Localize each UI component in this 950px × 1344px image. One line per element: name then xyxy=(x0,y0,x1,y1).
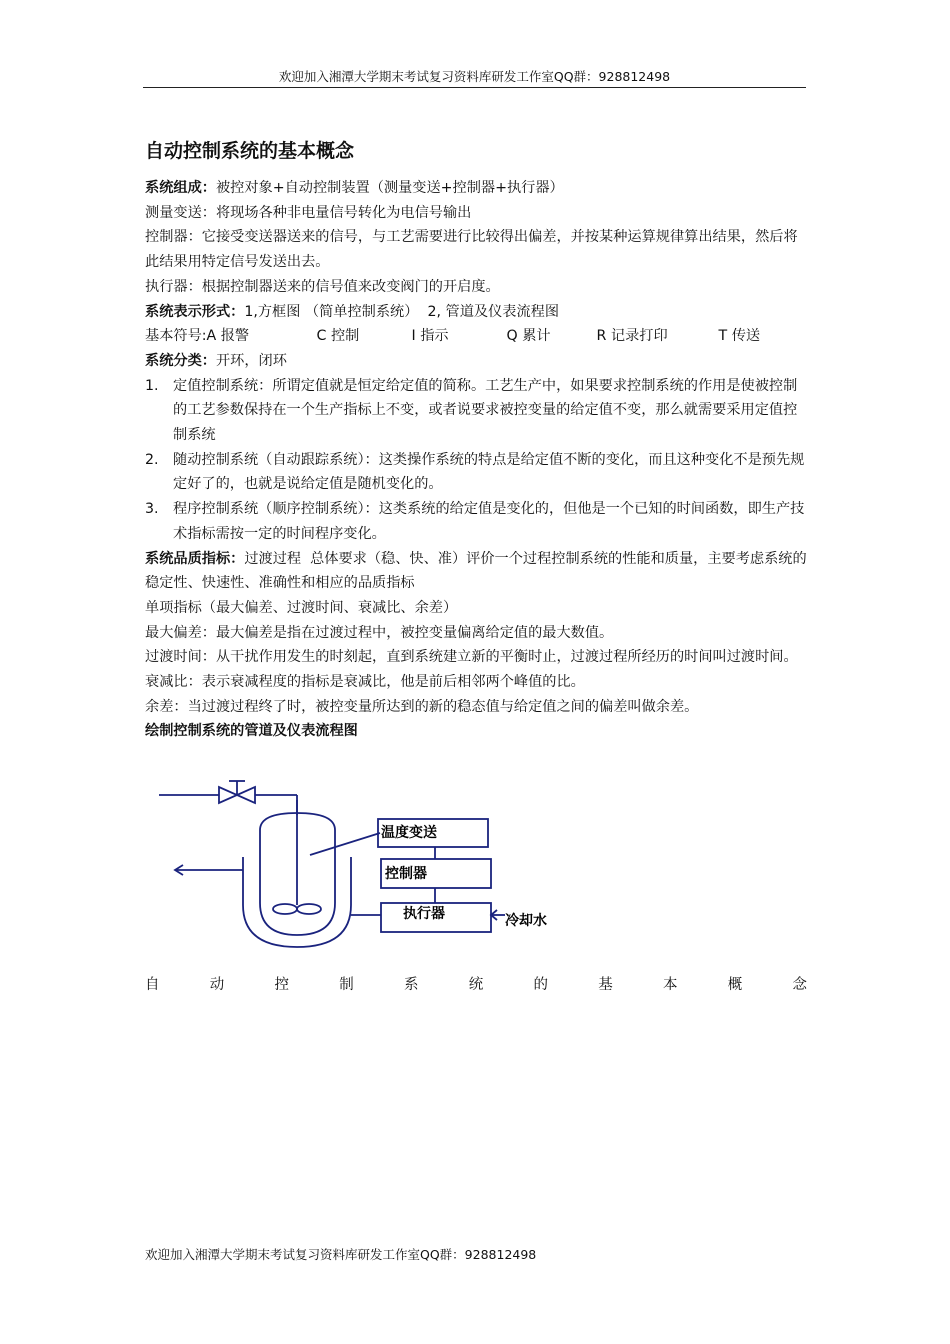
agitator-blade-left xyxy=(273,904,297,914)
page-footer: 欢迎加入湘潭大学期末考试复习资料库研发工作室QQ群：928812498 xyxy=(145,1247,537,1262)
box-controller-label: 控制器 xyxy=(385,866,427,882)
spread-title-line xyxy=(145,973,807,997)
spread-char: 制 xyxy=(339,977,354,993)
symbol-alarm: A 报警 xyxy=(206,328,250,345)
single-index-paragraph: 单项指标（最大偏差、过渡时间、衰减比、余差） xyxy=(145,599,458,616)
symbol-record: R 记录打印 xyxy=(596,328,668,345)
diagram-title: 绘制控制系统的管道及仪表流程图 xyxy=(145,723,358,740)
sensor-line xyxy=(310,833,380,855)
box-temperature-transmitter-label: 温度变送 xyxy=(381,825,437,841)
symbols-row xyxy=(145,324,809,349)
list-item xyxy=(145,448,809,497)
document-body xyxy=(145,176,809,744)
spread-char: 的 xyxy=(533,977,548,993)
symbol-indicate: I 指示 xyxy=(411,328,449,345)
list-text: 程序控制系统（顺序控制系统）：这类系统的给定值是变化的，但他是一个已知的时间函数，即生产技术指标需按一定的时间程序变化。 xyxy=(173,501,805,542)
valve-right-icon xyxy=(237,787,255,803)
decay-ratio-paragraph: 衰减比：表示衰减程度的指标是衰减比，他是前后相邻两个峰值的比。 xyxy=(145,674,585,691)
forms-text: 1,方框图 （简单控制系统） 2, 管道及仪表流程图 xyxy=(244,303,560,320)
list-item xyxy=(145,374,809,448)
diagram-lines xyxy=(159,781,505,947)
list-item xyxy=(145,497,809,546)
measure-paragraph: 测量变送：将现场各种非电量信号转化为电信号输出 xyxy=(145,204,472,221)
residual-paragraph: 余差：当过渡过程终了时，被控变量所达到的新的稳态值与给定值之间的偏差叫做余差。 xyxy=(145,698,699,715)
valve-left-icon xyxy=(219,787,237,803)
controller-paragraph: 控制器：它接受变送器送来的信号，与工艺需要进行比较得出偏差，并按某种运算规律算出结果，然后将此结果用特定信号发送出去。 xyxy=(145,229,798,271)
symbols-prefix: 基本符号: xyxy=(145,328,207,345)
max-deviation-paragraph: 最大偏差：最大偏差是指在过渡过程中，被控变量偏离给定值的最大数值。 xyxy=(145,624,614,641)
spread-char: 系 xyxy=(404,977,419,993)
quality-text: 过渡过程 总体要求（稳、快、准）评价一个过程控制系统的性能和质量，主要考虑系统的稳定性、快速性、准确性和相应的品质指标 xyxy=(145,550,807,592)
symbol-accumulate: Q 累计 xyxy=(506,328,551,345)
composition-text: 被控对象+自动控制装置（测量变送+控制器+执行器） xyxy=(215,180,564,196)
coolant-label: 冷却水 xyxy=(505,913,547,929)
composition-paragraph xyxy=(145,176,809,201)
spread-char: 动 xyxy=(209,977,225,993)
list-number: 1. xyxy=(145,377,159,394)
list-number: 2. xyxy=(145,451,159,468)
composition-label: 系统组成： xyxy=(145,180,216,196)
agitator-blade-right xyxy=(297,904,321,914)
classification-label: 系统分类： xyxy=(145,352,216,369)
spread-char: 念 xyxy=(792,977,807,993)
classification-text: 开环，闭环 xyxy=(215,352,287,369)
quality-label: 系统品质指标： xyxy=(145,550,245,567)
forms-paragraph xyxy=(145,300,809,325)
classification-paragraph xyxy=(145,349,809,374)
pid-diagram xyxy=(145,775,575,955)
transition-time-paragraph: 过渡时间：从干扰作用发生的时刻起，直到系统建立新的平衡时止，过渡过程所经历的时间叫过渡时间。 xyxy=(145,649,798,666)
symbol-transmit: T 传送 xyxy=(718,328,761,345)
box-actuator-label: 执行器 xyxy=(403,906,445,922)
spread-char: 本 xyxy=(663,977,678,993)
spread-char: 基 xyxy=(598,977,613,993)
page-title: 自动控制系统的基本概念 xyxy=(145,140,355,162)
forms-label: 系统表示形式： xyxy=(145,303,245,320)
list-number: 3. xyxy=(145,501,159,518)
page-header: 欢迎加入湘潭大学期末考试复习资料库研发工作室QQ群：928812498 xyxy=(143,66,806,88)
symbol-control: C 控制 xyxy=(316,328,360,345)
actuator-paragraph: 执行器：根据控制器送来的信号值来改变阀门的开启度。 xyxy=(145,278,500,295)
quality-paragraph xyxy=(145,547,809,596)
spread-char: 控 xyxy=(274,977,289,993)
spread-char: 统 xyxy=(468,977,484,993)
list-text: 定值控制系统：所谓定值就是恒定给定值的简称。工艺生产中，如果要求控制系统的作用是使被控制的工艺参数保持在一个生产指标上不变，或者说要求被控变量的给定值不变，那么就需要采用定值控制系统 xyxy=(173,377,798,444)
list-text: 随动控制系统（自动跟踪系统）：这类操作系统的特点是给定值不断的变化，而且这种变化不是预先规定好了的，也就是说给定值是随机变化的。 xyxy=(173,451,805,493)
spread-char: 自 xyxy=(145,977,160,993)
spread-char: 概 xyxy=(727,977,743,993)
